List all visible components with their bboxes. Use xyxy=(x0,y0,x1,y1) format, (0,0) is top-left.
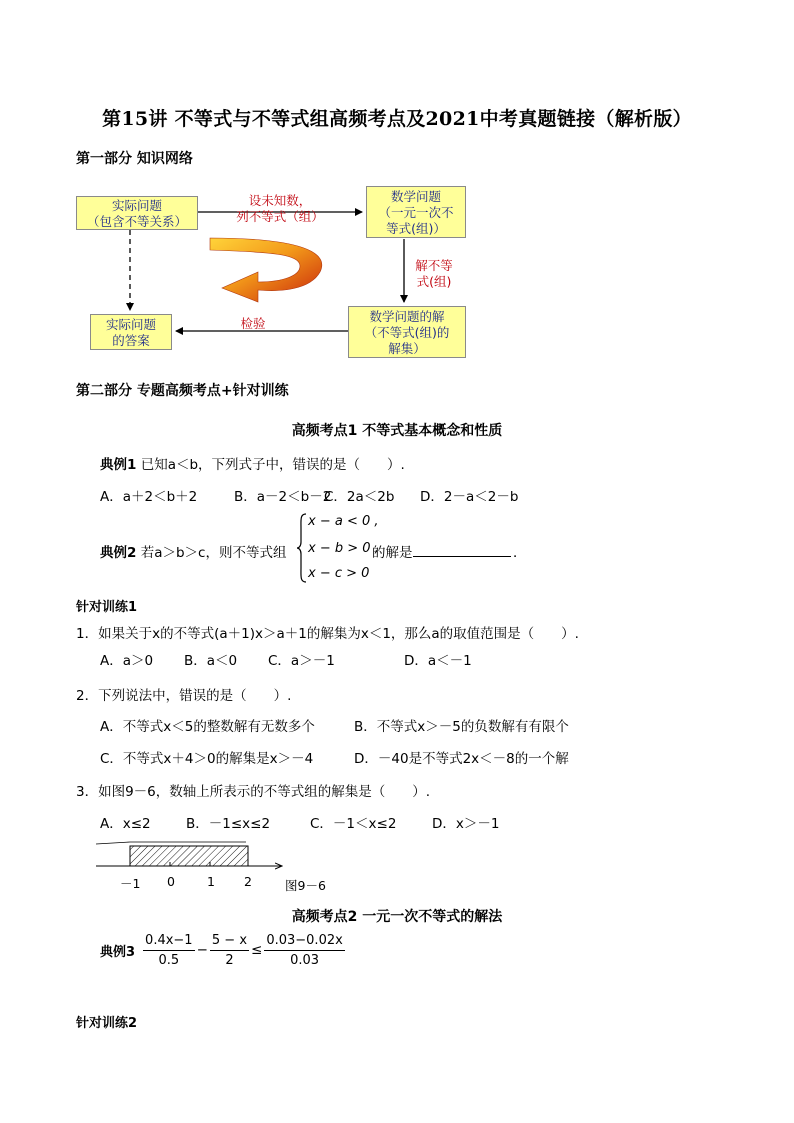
number-line-figure xyxy=(96,834,286,874)
ex1-option-b: B．a－2＜b－2 xyxy=(234,489,332,505)
axis-label-1: 1 xyxy=(207,874,215,889)
solution-region xyxy=(130,846,248,866)
ex1-option-d: D．2－a＜2－b xyxy=(420,489,519,505)
training1-heading: 针对训练1 xyxy=(76,600,138,615)
label-set-unknown: 设未知数， 列不等式（组） xyxy=(236,193,324,224)
answer-blank xyxy=(413,556,511,557)
example2-prefix: 典例2 若a＞b＞c，则不等式组 xyxy=(100,545,287,561)
topic1-heading: 高频考点1 不等式基本概念和性质 xyxy=(291,423,503,439)
q3-option-c: C．－1＜x≤2 xyxy=(310,816,397,832)
ex1-option-c: C．2a＜2b xyxy=(324,489,395,505)
box-real-answer: 实际问题 的答案 xyxy=(90,314,172,350)
example2-suffix: 的解是 xyxy=(372,545,413,561)
q3-option-d: D．x＞－1 xyxy=(432,816,500,832)
fraction-2: $\frac{5 - x}{2}$ xyxy=(211,932,248,968)
box-math-problem: 数学问题 （一元一次不 等式(组)） xyxy=(366,186,466,238)
question1-stem: 1．如果关于x的不等式(a＋1)x＞a＋1的解集为x＜1，那么a的取值范围是（ ）. xyxy=(76,626,579,642)
curved-arrow-icon xyxy=(210,238,322,302)
knowledge-diagram xyxy=(0,0,794,400)
system-line-3: x − c > 0 xyxy=(308,566,370,581)
q1-option-c: C．a＞－1 xyxy=(268,653,335,669)
system-brace-icon xyxy=(296,512,308,584)
example3-label: 典例3 xyxy=(100,944,136,960)
q3-option-b: B．－1≤x≤2 xyxy=(186,816,271,832)
figure-caption: 图9－6 xyxy=(285,878,326,893)
example1-label: 典例1 xyxy=(100,457,137,473)
q1-option-d: D．a＜－1 xyxy=(404,653,472,669)
q2-option-d: D．－40是不等式2x＜－8的一个解 xyxy=(354,751,569,767)
example2-end: ． xyxy=(513,545,527,561)
example1-question: 已知a＜b，下列式子中，错误的是（ ）. xyxy=(140,457,405,473)
question2-stem: 2．下列说法中，错误的是（ ）. xyxy=(76,688,292,704)
training2-heading: 针对训练2 xyxy=(76,1016,138,1031)
question3-stem: 3．如图9－6，数轴上所表示的不等式组的解集是（ ）. xyxy=(76,784,431,800)
ex1-option-a: A．a＋2＜b＋2 xyxy=(100,489,198,505)
system-line-1: x − a < 0 , xyxy=(308,514,379,529)
page-title: 第15讲 不等式与不等式组高频考点及2021中考真题链接（解析版） xyxy=(102,108,692,130)
part2-heading: 第二部分 专题高频考点+针对训练 xyxy=(76,383,289,399)
fraction-1: $\frac{0.4x-1}{0.5}$ xyxy=(145,932,193,968)
axis-label-2: 2 xyxy=(244,874,252,889)
q1-option-b: B．a＜0 xyxy=(184,653,238,669)
q2-option-a: A．不等式x＜5的整数解有无数多个 xyxy=(100,719,315,735)
axis-label-neg1: －1 xyxy=(120,876,141,891)
leq-sign: ≤ xyxy=(251,942,263,958)
example3 xyxy=(100,928,345,972)
example1 xyxy=(100,453,405,473)
label-solve: 解不等 式(组) xyxy=(415,258,453,289)
minus-sign: − xyxy=(196,942,208,958)
part1-heading: 第一部分 知识网络 xyxy=(76,151,193,167)
box-math-solution: 数学问题的解 （不等式(组)的 解集） xyxy=(348,306,466,358)
q1-option-a: A．a＞0 xyxy=(100,653,154,669)
axis-label-0: 0 xyxy=(167,874,175,889)
example2-label: 典例2 xyxy=(100,545,137,561)
fraction-3: $\frac{0.03-0.02x}{0.03}$ xyxy=(266,932,343,968)
label-check: 检验 xyxy=(240,316,266,331)
q2-option-c: C．不等式x＋4＞0的解集是x＞－4 xyxy=(100,751,314,767)
number-line-top-line xyxy=(96,842,246,844)
system-line-2: x − b > 0 , xyxy=(308,541,379,556)
topic2-heading: 高频考点2 一元一次不等式的解法 xyxy=(291,909,503,925)
q3-option-a: A．x≤2 xyxy=(100,816,151,832)
q2-option-b: B．不等式x＞－5的负数解有有限个 xyxy=(354,719,569,735)
box-real-problem: 实际问题 （包含不等关系） xyxy=(76,196,198,230)
